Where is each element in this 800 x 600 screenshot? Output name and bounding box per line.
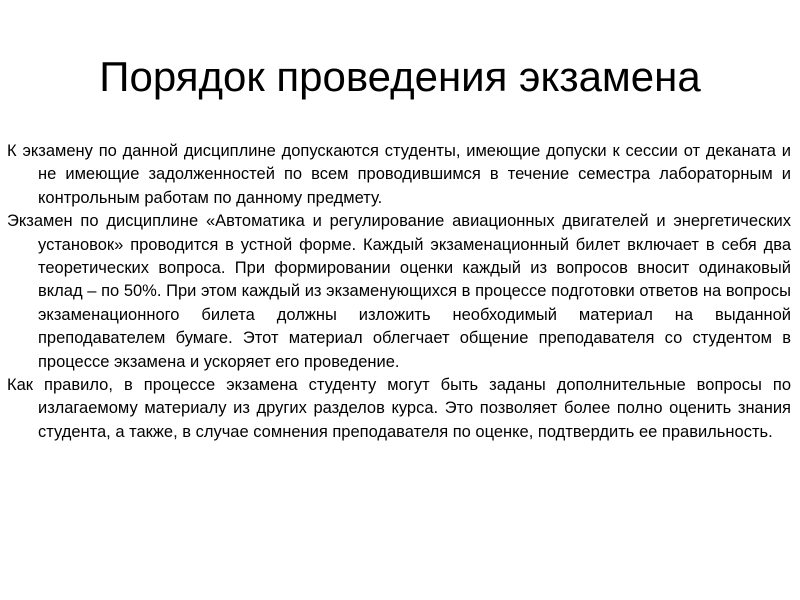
slide-body [7, 140, 791, 444]
paragraph-additional-questions: Как правило, в процессе экзамена студенту могут быть заданы дополнительные вопросы по излагаемому материалу из других разделов курса. Это позволяет более полно оценить знания студента, а также, в случае сомнения преподавателя по оценке, подтвердить ее правильность. [7, 376, 791, 441]
paragraph-exam-format: Экзамен по дисциплине «Автоматика и регулирование авиационных двигателей и энергетических установок» проводится в устной форме. Каждый экзаменационный билет включает в себя два теоретических вопроса. При формировании оценки каждый из вопросов вносит одинаковый вклад – по 50%. При этом каждый из экзаменующихся в процессе подготовки ответов на вопросы экзаменационного билета должны изложить необходимый материал на выданной преподавателем бумаге. Этот материал облегчает общение преподавателя со студентом в процессе экзамена и ускоряет его проведение. [7, 212, 791, 371]
slide-title: Порядок проведения экзамена [99, 53, 701, 100]
paragraph-admission: К экзамену по данной дисциплине допускаются студенты, имеющие допуски к сессии от деканата и не имеющие задолженностей по всем проводившимся в течение семестра лабораторным и контрольным работам по данному предмету. [7, 142, 791, 207]
